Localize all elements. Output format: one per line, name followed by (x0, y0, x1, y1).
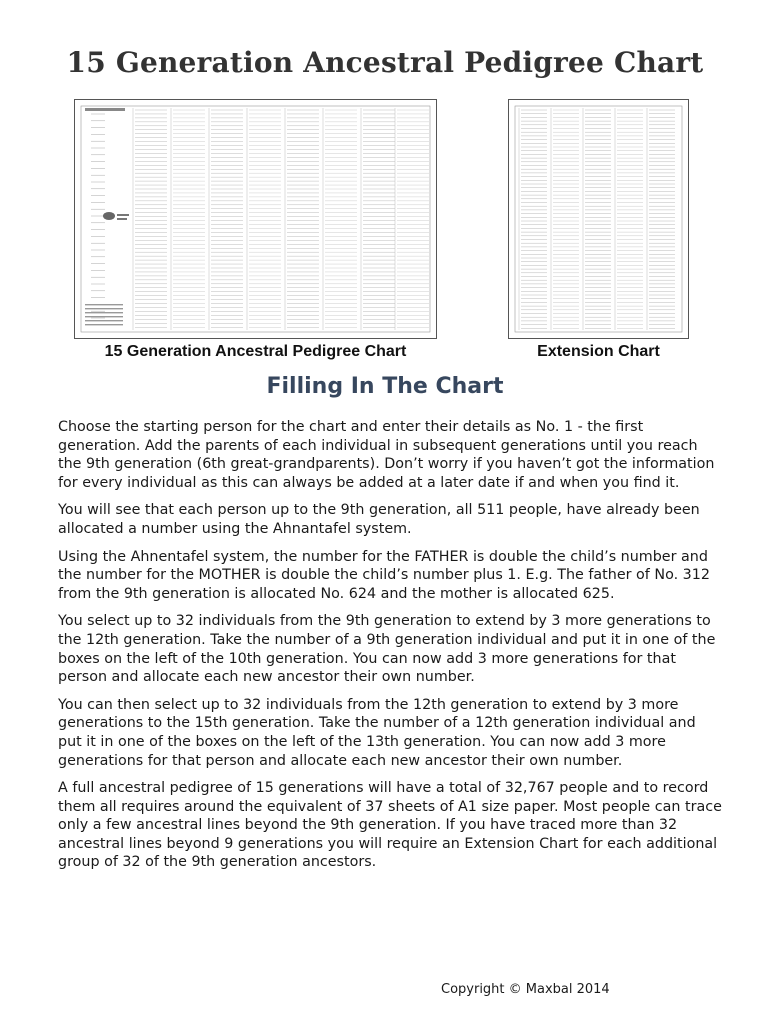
paragraph-full-pedigree: A full ancestral pedigree of 15 generations will have a total of 32,767 people and to record them all requires around the equivalent of 37 sheets of A1 size paper. Most people can trace only a few ancestral lines beyond the 9th generation. If you have traced more than 32 ancestral lines beyond 9 generations you will require an Extension Chart for each additional group of 32 of the 9th generation ancestors. (58, 780, 722, 871)
section-heading: Filling In The Chart (266, 374, 504, 399)
main-chart-preview (75, 100, 436, 338)
page-title: 15 Generation Ancestral Pedigree Chart (66, 46, 704, 79)
extension-chart-caption: Extension Chart (537, 343, 660, 360)
extension-chart-thumbnail (508, 99, 689, 339)
paragraph-ahnentafel: Using the Ahnentafel system, the number for the FATHER is double the child’s number and the number for the MOTHER is double the child’s number plus 1. E.g. The father of No. 312 from the 9th generation is allocated No. 624 and the mother is allocated 625. (58, 548, 710, 602)
paragraph-extend-15th: You can then select up to 32 individuals from the 12th generation to extend by 3 more generations to the 15th generation. Take the number of a 12th generation individual and put it in one of the boxes on the left of the 13th generation. You can now add 3 more generations for that person and allocate each new ancestor their own number. (58, 696, 696, 769)
paragraph-extend-12th: You select up to 32 individuals from the 9th generation to extend by 3 more generations to the 12th generation. Take the number of a 9th generation individual and put it in one of the boxes on the left of the 10th generation. You can now add 3 more generations for that person and allocate each new ancestor their own number. (58, 613, 716, 686)
main-chart-thumbnail (74, 99, 437, 339)
copyright-notice: Copyright © Maxbal 2014 (441, 982, 610, 997)
instructions-body (58, 418, 722, 881)
paragraph-numbering: You will see that each person up to the 9th generation, all 511 people, have already been allocated a number using the Ahnantafel system. (58, 502, 700, 537)
extension-chart-preview (509, 100, 688, 338)
paragraph-starting-person: Choose the starting person for the chart and enter their details as No. 1 - the first generation. Add the parents of each individual in subsequent generations until you reach the 9th generation (6th great-grandparents). Don’t worry if you haven’t got the information for every individual as this can always be added at a later date if and when you find it. (58, 419, 715, 491)
main-chart-caption: 15 Generation Ancestral Pedigree Chart (104, 343, 407, 360)
